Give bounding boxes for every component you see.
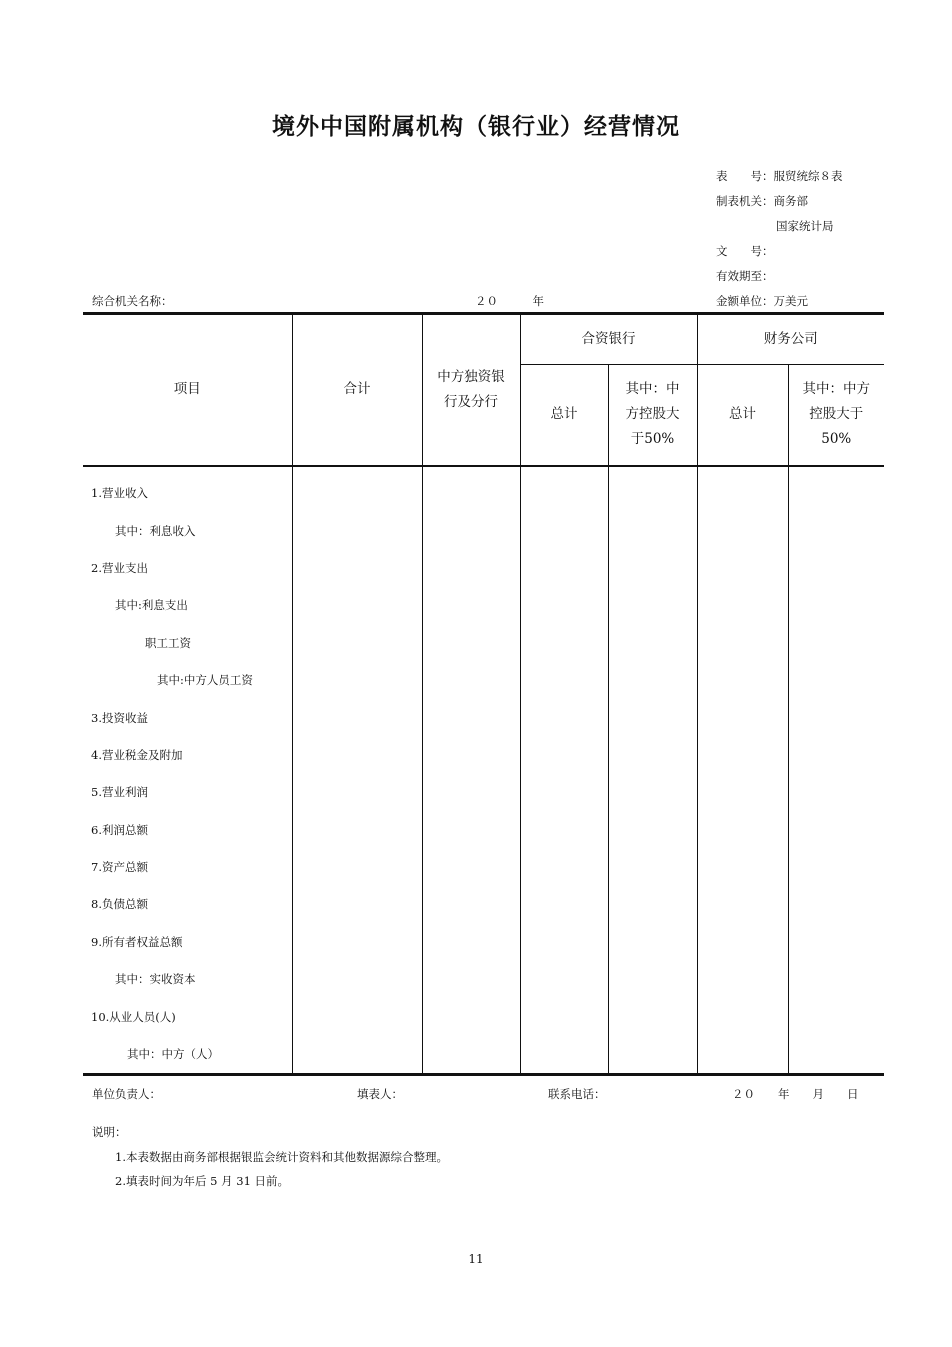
row-label: 其中：中方（人） <box>83 1035 292 1074</box>
header-fc-controlled: 其中：中方控股大于50% <box>788 365 884 466</box>
data-cell[interactable] <box>422 661 520 698</box>
data-cell[interactable] <box>608 699 697 736</box>
data-cell[interactable] <box>608 961 697 998</box>
row-label: 10.从业人员(人) <box>83 998 292 1035</box>
data-cell[interactable] <box>422 923 520 960</box>
table-row <box>83 998 884 1035</box>
data-cell[interactable] <box>608 923 697 960</box>
data-cell[interactable] <box>520 699 608 736</box>
row-label: 4.营业税金及附加 <box>83 736 292 773</box>
document-number: 文 号： <box>716 244 774 258</box>
data-cell[interactable] <box>608 549 697 586</box>
amount-unit: 金额单位：万美元 <box>716 294 808 308</box>
data-cell[interactable] <box>697 961 788 998</box>
page-title: 境外中国附属机构（银行业）经营情况 <box>272 113 680 140</box>
footer-filler-label: 填表人： <box>357 1087 403 1101</box>
data-cell[interactable] <box>422 774 520 811</box>
data-cell[interactable] <box>697 736 788 773</box>
data-cell[interactable] <box>788 736 884 773</box>
data-cell[interactable] <box>292 661 422 698</box>
table-row <box>83 923 884 960</box>
footer-head-label: 单位负责人： <box>92 1087 161 1101</box>
header-finance-company: 财务公司 <box>697 314 884 365</box>
footer-date: ２０ 年 月 日 <box>732 1087 859 1101</box>
table-row <box>83 848 884 885</box>
data-cell[interactable] <box>520 466 608 512</box>
valid-until: 有效期至： <box>716 269 774 283</box>
data-cell[interactable] <box>422 848 520 885</box>
data-cell[interactable] <box>422 699 520 736</box>
data-cell[interactable] <box>422 886 520 923</box>
table-row <box>83 811 884 848</box>
data-cell[interactable] <box>292 848 422 885</box>
operations-table <box>83 312 884 1076</box>
data-cell[interactable] <box>520 886 608 923</box>
data-cell[interactable] <box>788 961 884 998</box>
data-cell[interactable] <box>608 624 697 661</box>
data-cell[interactable] <box>788 811 884 848</box>
data-cell[interactable] <box>422 961 520 998</box>
data-cell[interactable] <box>788 699 884 736</box>
data-cell[interactable] <box>697 699 788 736</box>
footer-phone-label: 联系电话： <box>548 1087 606 1101</box>
data-cell[interactable] <box>608 998 697 1035</box>
row-label: 7.资产总额 <box>83 848 292 885</box>
row-label: 6.利润总额 <box>83 811 292 848</box>
data-cell[interactable] <box>520 1035 608 1074</box>
table-row <box>83 699 884 736</box>
note-2: 2.填表时间为年后 5 月 31 日前。 <box>115 1174 290 1188</box>
row-label: 其中:中方人员工资 <box>83 661 292 698</box>
data-cell[interactable] <box>292 961 422 998</box>
data-cell[interactable] <box>520 923 608 960</box>
data-cell[interactable] <box>697 624 788 661</box>
data-cell[interactable] <box>697 886 788 923</box>
data-cell[interactable] <box>422 811 520 848</box>
table-row <box>83 587 884 624</box>
data-cell[interactable] <box>292 998 422 1035</box>
row-label: 9.所有者权益总额 <box>83 923 292 960</box>
data-cell[interactable] <box>788 466 884 512</box>
data-cell[interactable] <box>292 624 422 661</box>
table-row <box>83 961 884 998</box>
notes-label: 说明： <box>92 1125 127 1139</box>
data-cell[interactable] <box>788 886 884 923</box>
data-cell[interactable] <box>788 774 884 811</box>
data-cell[interactable] <box>788 1035 884 1074</box>
data-cell[interactable] <box>788 923 884 960</box>
data-cell[interactable] <box>520 961 608 998</box>
row-label: 5.营业利润 <box>83 774 292 811</box>
data-cell[interactable] <box>608 886 697 923</box>
header-wholly-owned: 中方独资银行及分行 <box>422 314 520 466</box>
data-cell[interactable] <box>292 1035 422 1074</box>
data-cell[interactable] <box>788 624 884 661</box>
data-cell[interactable] <box>788 549 884 586</box>
table-row <box>83 1035 884 1074</box>
data-cell[interactable] <box>697 923 788 960</box>
data-cell[interactable] <box>292 736 422 773</box>
issuer-second: 国家统计局 <box>776 219 834 233</box>
data-cell[interactable] <box>292 811 422 848</box>
data-cell[interactable] <box>697 998 788 1035</box>
data-cell[interactable] <box>292 512 422 549</box>
issuer: 制表机关：商务部 <box>716 194 808 208</box>
data-cell[interactable] <box>422 512 520 549</box>
data-cell[interactable] <box>608 512 697 549</box>
data-cell[interactable] <box>697 512 788 549</box>
data-cell[interactable] <box>520 774 608 811</box>
data-cell[interactable] <box>520 848 608 885</box>
form-number: 表 号：服贸统综８表 <box>716 169 843 183</box>
data-cell[interactable] <box>422 998 520 1035</box>
data-cell[interactable] <box>788 587 884 624</box>
row-label: 其中：利息收入 <box>83 512 292 549</box>
data-cell[interactable] <box>608 466 697 512</box>
data-cell[interactable] <box>292 886 422 923</box>
data-cell[interactable] <box>422 549 520 586</box>
table-row <box>83 736 884 773</box>
data-cell[interactable] <box>697 549 788 586</box>
data-cell[interactable] <box>422 1035 520 1074</box>
row-label: 职工工资 <box>83 624 292 661</box>
data-cell[interactable] <box>292 587 422 624</box>
data-cell[interactable] <box>608 661 697 698</box>
header-jv-total: 总计 <box>520 365 608 466</box>
data-cell[interactable] <box>422 466 520 512</box>
data-cell[interactable] <box>422 736 520 773</box>
organization-name-label: 综合机关名称： <box>92 294 173 308</box>
data-cell[interactable] <box>608 774 697 811</box>
data-cell[interactable] <box>292 466 422 512</box>
data-cell[interactable] <box>520 736 608 773</box>
table-row <box>83 661 884 698</box>
row-label: 其中:利息支出 <box>83 587 292 624</box>
data-cell[interactable] <box>608 1035 697 1074</box>
data-cell[interactable] <box>520 624 608 661</box>
report-year: ２０ 年 <box>475 294 544 308</box>
data-cell[interactable] <box>697 587 788 624</box>
note-1: 1.本表数据由商务部根据银监会统计资料和其他数据源综合整理。 <box>115 1150 448 1164</box>
data-cell[interactable] <box>520 549 608 586</box>
data-cell[interactable] <box>697 811 788 848</box>
data-cell[interactable] <box>520 512 608 549</box>
data-cell[interactable] <box>422 624 520 661</box>
data-cell[interactable] <box>292 774 422 811</box>
data-cell[interactable] <box>608 811 697 848</box>
data-cell[interactable] <box>292 923 422 960</box>
header-fc-total: 总计 <box>697 365 788 466</box>
data-cell[interactable] <box>788 512 884 549</box>
data-cell[interactable] <box>520 811 608 848</box>
header-joint-venture-bank: 合资银行 <box>520 314 697 365</box>
row-label: 3.投资收益 <box>83 699 292 736</box>
data-cell[interactable] <box>697 1035 788 1074</box>
data-cell[interactable] <box>520 661 608 698</box>
data-cell[interactable] <box>422 587 520 624</box>
table-row <box>83 549 884 586</box>
header-jv-controlled: 其中：中方控股大于50% <box>608 365 697 466</box>
data-cell[interactable] <box>788 998 884 1035</box>
data-cell[interactable] <box>292 549 422 586</box>
data-cell[interactable] <box>788 661 884 698</box>
row-label: 1.营业收入 <box>83 466 292 512</box>
table-row <box>83 774 884 811</box>
header-item: 项目 <box>83 314 292 466</box>
data-cell[interactable] <box>697 774 788 811</box>
table-row <box>83 512 884 549</box>
row-label: 2.营业支出 <box>83 549 292 586</box>
data-cell[interactable] <box>697 661 788 698</box>
page-number: 11 <box>468 1252 484 1266</box>
row-label: 其中：实收资本 <box>83 961 292 998</box>
table-row <box>83 886 884 923</box>
data-cell[interactable] <box>520 998 608 1035</box>
table-row <box>83 466 884 512</box>
data-cell[interactable] <box>520 587 608 624</box>
data-cell[interactable] <box>697 466 788 512</box>
data-cell[interactable] <box>608 736 697 773</box>
data-cell[interactable] <box>788 848 884 885</box>
data-cell[interactable] <box>608 848 697 885</box>
data-cell[interactable] <box>292 699 422 736</box>
data-cell[interactable] <box>697 848 788 885</box>
data-cell[interactable] <box>608 587 697 624</box>
table-row <box>83 624 884 661</box>
row-label: 8.负债总额 <box>83 886 292 923</box>
header-total: 合计 <box>292 314 422 466</box>
